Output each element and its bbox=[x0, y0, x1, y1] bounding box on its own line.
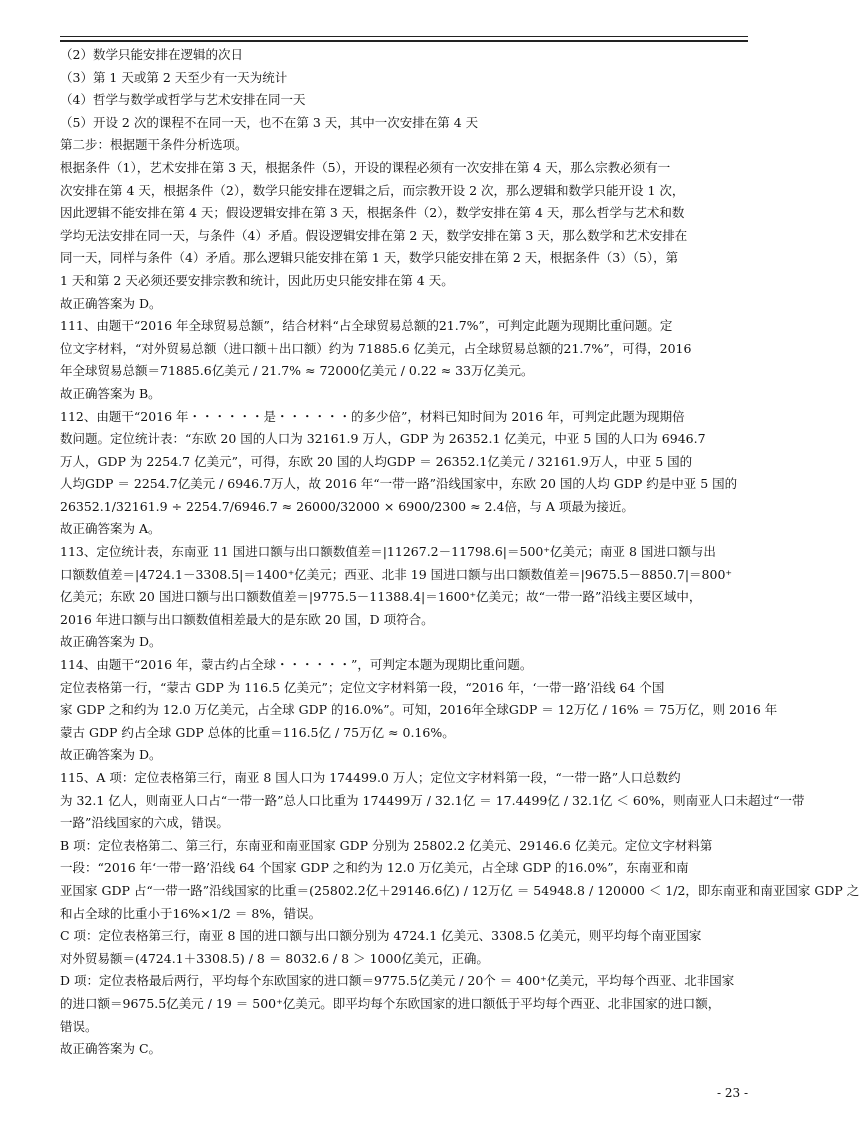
text-line: 万人，GDP 为 2254.7 亿美元”，可得，东欧 20 国的人均GDP ＝ 26352.1亿美元 / 32161.9万人，中亚 5 国的 bbox=[60, 453, 693, 469]
text-line: 亚国家 GDP 占“一带一路”沿线国家的比重＝(25802.2亿＋29146.6亿) / 12万亿 ＝ 54948.8 / 120000 ＜ 1/2，即东南亚和南亚国家 GDP 之 bbox=[60, 882, 859, 898]
text-line: 112、由题干“2016 年・・・・・・是・・・・・・的多少倍”，材料已知时间为 2016 年，可判定此题为现期倍 bbox=[60, 408, 685, 424]
text-line: 年全球贸易总额＝71885.6亿美元 / 21.7% ≈ 72000亿美元 / 0.22 ≈ 33万亿美元。 bbox=[60, 363, 534, 379]
header-rule bbox=[60, 36, 748, 37]
text-line: 亿美元；东欧 20 国进口额与出口额数值差＝|9775.5－11388.4|＝1600⁺亿美元；故“一带一路”沿线主要区域中， bbox=[60, 589, 702, 605]
header-rule-thick bbox=[60, 40, 748, 42]
text-line: 故正确答案为 C。 bbox=[60, 1041, 162, 1057]
text-line: 位文字材料，“对外贸易总额（进口额＋出口额）约为 71885.6 亿美元，占全球贸易总额的21.7%”，可得，2016 bbox=[60, 340, 692, 356]
text-line: （2）数学只能安排在逻辑的次日 bbox=[60, 47, 243, 62]
text-line: 115、A 项：定位表格第三行，南亚 8 国人口为 174499.0 万人；定位文字材料第一段，“一带一路”人口总数约 bbox=[60, 770, 681, 785]
text-line: （5）开设 2 次的课程不在同一天，也不在第 3 天，其中一次安排在第 4 天 bbox=[60, 114, 479, 130]
text-line: 一路”沿线国家的六成，错误。 bbox=[60, 815, 229, 831]
text-line: 定位表格第一行，“蒙古 GDP 为 116.5 亿美元”；定位文字材料第一段，“2016 年，‘一带一路’沿线 64 个国 bbox=[60, 679, 665, 695]
text-line: 故正确答案为 A。 bbox=[60, 521, 161, 537]
text-line: 同一天，同样与条件（4）矛盾。那么逻辑只能安排在第 1 天，数学只能安排在第 2 天，根据条件（3）（5），第 bbox=[60, 250, 679, 266]
text-line: 故正确答案为 D。 bbox=[60, 634, 162, 650]
text-line: 口额数值差＝|4724.1－3308.5|＝1400⁺亿美元；西亚、北非 19 国进口额与出口额数值差＝|9675.5－8850.7|＝800⁺ bbox=[60, 566, 733, 582]
text-line: 数问题。定位统计表：“东欧 20 国的人口为 32161.9 万人，GDP 为 26352.1 亿美元，中亚 5 国的人口为 6946.7 bbox=[60, 431, 706, 447]
text-line: 蒙古 GDP 约占全球 GDP 总体的比重＝116.5亿 / 75万亿 ≈ 0.16%。 bbox=[60, 724, 455, 740]
text-line: 和占全球的比重小于16%×1/2 ＝ 8%，错误。 bbox=[60, 905, 322, 921]
page-number: - 23 - bbox=[716, 1086, 748, 1100]
text-line: 因此逻辑不能安排在第 4 天；假设逻辑安排在第 3 天，根据条件（2），数学安排在第 4 天，那么哲学与艺术和数 bbox=[60, 205, 685, 221]
text-line: 人均GDP ＝ 2254.7亿美元 / 6946.7万人，故 2016 年“一带一路”沿线国家中，东欧 20 国的人均 GDP 约是中亚 5 国的 bbox=[60, 476, 738, 492]
text-line: 错误。 bbox=[60, 1018, 98, 1034]
document-body bbox=[60, 44, 859, 1061]
text-line: C 项：定位表格第三行，南亚 8 国的进口额与出口额分别为 4724.1 亿美元、3308.5 亿美元，则平均每个南亚国家 bbox=[60, 928, 702, 944]
text-line: （3）第 1 天或第 2 天至少有一天为统计 bbox=[60, 69, 288, 85]
text-line: 次安排在第 4 天，根据条件（2），数学只能安排在逻辑之后，而宗教开设 2 次，那么逻辑和数学只能开设 1 次， bbox=[60, 182, 685, 198]
text-line: 学均无法安排在同一天，与条件（4）矛盾。假设逻辑安排在第 2 天，数学安排在第 3 天，那么数学和艺术安排在 bbox=[60, 227, 688, 243]
text-line: 2016 年进口额与出口额数值相差最大的是东欧 20 国，D 项符合。 bbox=[60, 611, 434, 627]
text-line: （4）哲学与数学或哲学与艺术安排在同一天 bbox=[60, 92, 306, 108]
text-line: 家 GDP 之和约为 12.0 万亿美元，占全球 GDP 的16.0%”。可知，2016年全球GDP ＝ 12万亿 / 16% ＝ 75万亿，则 2016 年 bbox=[60, 702, 778, 718]
text-line: 对外贸易额＝(4724.1＋3308.5) / 8 ＝ 8032.6 / 8 ＞ 1000亿美元，正确。 bbox=[60, 950, 489, 966]
text-line: 第二步：根据题干条件分析选项。 bbox=[60, 137, 248, 153]
text-line: 26352.1/32161.9 ÷ 2254.7/6946.7 ≈ 26000/32000 × 6900/2300 ≈ 2.4倍，与 A 项最为接近。 bbox=[60, 498, 634, 514]
text-line: 一段：“2016 年‘一带一路’沿线 64 个国家 GDP 之和约为 12.0 万亿美元，占全球 GDP 的16.0%”，东南亚和南 bbox=[60, 860, 689, 876]
text-line: 为 32.1 亿人，则南亚人口占“一带一路”总人口比重为 174499万 / 32.1亿 ＝ 17.4499亿 / 32.1亿 ＜ 60%，则南亚人口未超过“一带 bbox=[60, 792, 805, 808]
text-line: 故正确答案为 D。 bbox=[60, 747, 162, 763]
text-line: D 项：定位表格最后两行，平均每个东欧国家的进口额＝9775.5亿美元 / 20个 ＝ 400⁺亿美元，平均每个西亚、北非国家 bbox=[60, 973, 735, 989]
text-line: 113、定位统计表，东南亚 11 国进口额与出口额数值差＝|11267.2－11798.6|＝500⁺亿美元；南亚 8 国进口额与出 bbox=[60, 544, 716, 560]
text-line: 故正确答案为 D。 bbox=[60, 295, 162, 311]
text-line: 1 天和第 2 天必须还要安排宗教和统计，因此历史只能安排在第 4 天。 bbox=[60, 272, 454, 288]
text-line: 故正确答案为 B。 bbox=[60, 385, 161, 401]
text-line: B 项：定位表格第二、第三行，东南亚和南亚国家 GDP 分别为 25802.2 亿美元、29146.6 亿美元。定位文字材料第 bbox=[60, 837, 713, 853]
text-line: 的进口额＝9675.5亿美元 / 19 ＝ 500⁺亿美元。即平均每个东欧国家的进口额低于平均每个西亚、北非国家的进口额， bbox=[60, 995, 721, 1011]
text-line: 114、由题干“2016 年，蒙古约占全球・・・・・・”，可判定本题为现期比重问题。 bbox=[60, 657, 533, 673]
text-line: 111、由题干“2016 年全球贸易总额”，结合材料“占全球贸易总额的21.7%”，可判定此题为现期比重问题。定 bbox=[60, 318, 673, 334]
text-line: 根据条件（1），艺术安排在第 3 天，根据条件（5），开设的课程必须有一次安排在第 4 天，那么宗教必须有一 bbox=[60, 159, 671, 175]
